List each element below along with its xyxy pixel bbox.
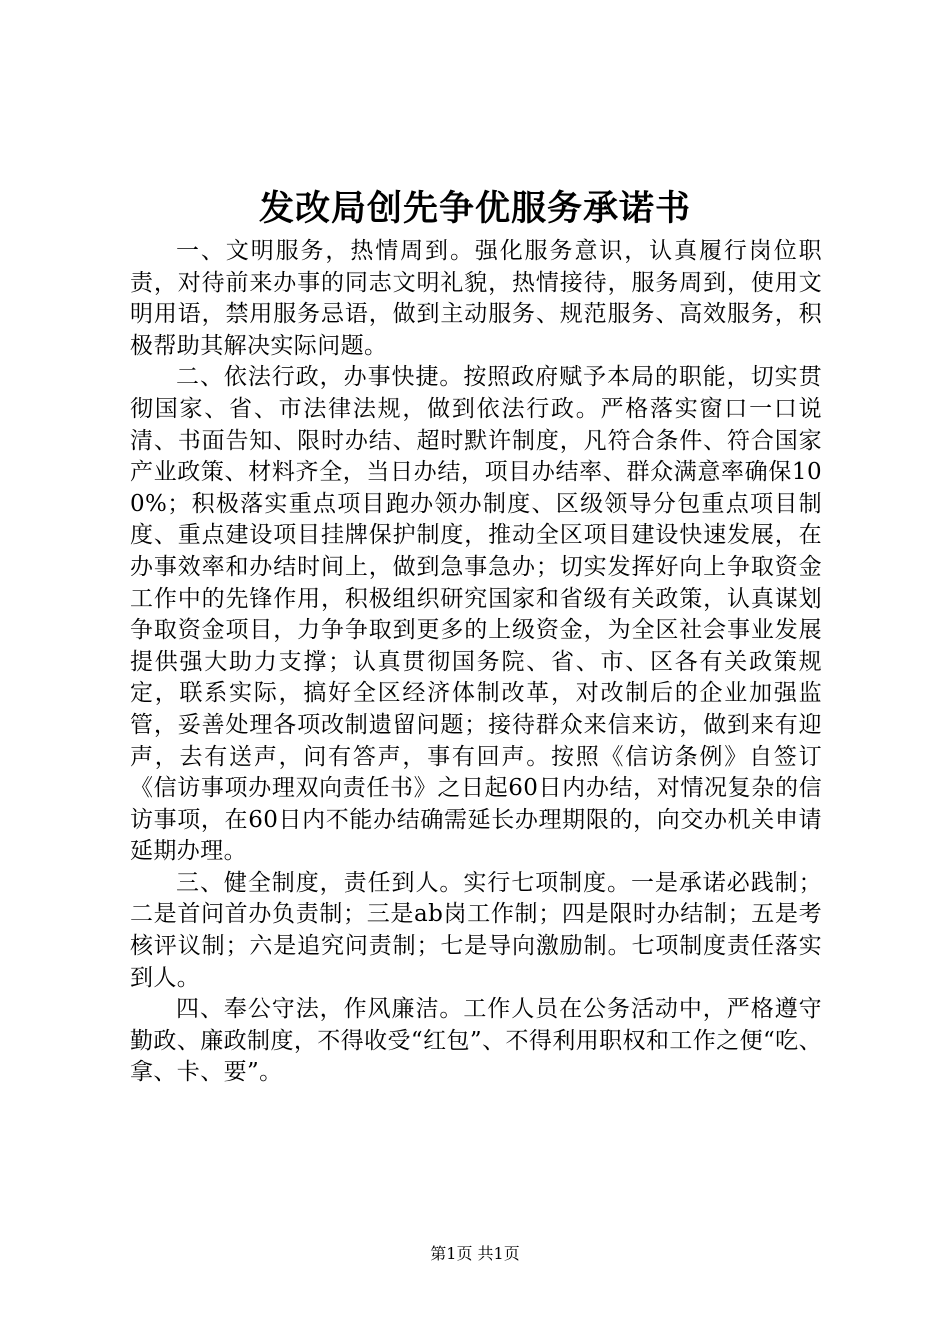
document-title: 发改局创先争优服务承诺书: [258, 188, 691, 229]
paragraph-integrity: 四、奉公守法，作风廉洁。工作人员在公务活动中，严格遵守勤政、廉政制度，不得收受“红包”、不得利用职权和工作之便“吃、拿、卡、要”。: [130, 996, 822, 1086]
document-body: [130, 236, 822, 1089]
page-number-footer: 第1页 共1页: [430, 1244, 520, 1263]
paragraph-lawful-administration: 二、依法行政，办事快捷。按照政府赋予本局的职能，切实贯彻国家、省、市法律法规，做到依法行政。严格落实窗口一口说清、书面告知、限时办结、超时默许制度，凡符合条件、符合国家产业政策、材料齐全，当日办结，项目办结率、群众满意率确保100%；积极落实重点项目跑办领办制度、区级领导分包重点项目制度、重点建设项目挂牌保护制度，推动全区项目建设快速发展，在办事效率和办结时间上，做到急事急办；切实发挥好向上争取资金工作中的先锋作用，积极组织研究国家和省级有关政策，认真谋划争取资金项目，力争争取到更多的上级资金，为全区社会事业发展提供强大助力支撑；认真贯彻国务院、省、市、区各有关政策规定，联系实际，搞好全区经济体制改革，对改制后的企业加强监管，妥善处理各项改制遗留问题；接待群众来信来访，做到来有迎声，去有送声，问有答声，事有回声。按照《信访条例》自签订《信访事项办理双向责任书》之日起60日内办结，对情况复杂的信访事项，在60日内不能办结确需延长办理期限的，向交办机关申请延期办理。: [130, 364, 822, 865]
paragraph-civil-service: 一、文明服务，热情周到。强化服务意识，认真履行岗位职责，对待前来办事的同志文明礼貌，热情接待，服务周到，使用文明用语，禁用服务忌语，做到主动服务、规范服务、高效服务，积极帮助其解决实际问题。: [130, 238, 822, 359]
paragraph-sound-systems: 三、健全制度，责任到人。实行七项制度。一是承诺必践制；二是首问首办负责制；三是ab岗工作制；四是限时办结制；五是考核评议制；六是追究问责制；七是导向激励制。七项制度责任落实到人。: [130, 869, 822, 991]
